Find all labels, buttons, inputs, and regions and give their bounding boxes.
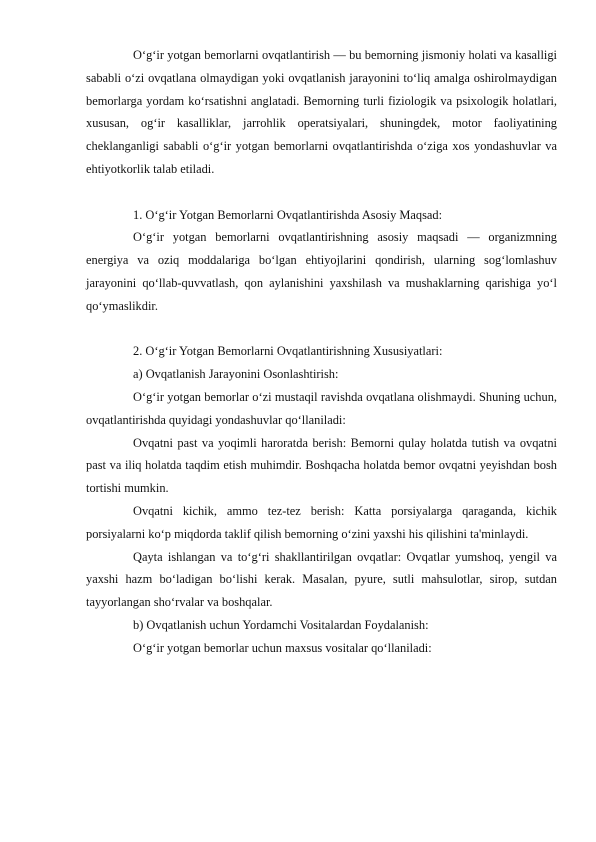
- intro-paragraph: O‘g‘ir yotgan bemorlarni ovqatlantirish — bu bemorning jismoniy holati va kasalligi sababli o‘zi ovqatlana olmaydigan yoki ovqatlanish jarayonini to‘liq amalga oshirolmaydigan bemorlarga yordam ko‘rsatishni anglatadi. Bemorning turli fiziologik va psixologik holatlari, xususan, og‘ir kasalliklar, jarrohlik operatsiyalari, shuningdek, motor faoliyatining cheklanganligi sababli o‘g‘ir yotgan bemorlarni ovqatlantirishda o‘ziga xos yondashuvlar va ehtiyotkorlik talab etiladi.: [86, 48, 557, 176]
- point-processed-food: Qayta ishlangan va to‘g‘ri shakllantirilgan ovqatlar: Ovqatlar yumshoq, yengil va yaxshi hazm bo‘ladigan bo‘lishi kerak. Masalan, pyure, sutli mahsulotlar, sirop, sutdan tayyorlangan sho‘rvalar va boshqalar.: [86, 549, 557, 610]
- subsection-a-heading: a) Ovqatlanish Jarayonini Osonlashtirish:: [133, 367, 339, 382]
- point-temperature: Ovqatni past va yoqimli haroratda berish: Bemorni qulay holatda tutish va ovqatni past va iliq holatda taqdim etish muhimdir. Boshqacha holatda bemor ovqatni yeyishdan bosh tortishi mumkin.: [86, 435, 557, 496]
- section-1-paragraph: O‘g‘ir yotgan bemorlarni ovqatlantirishning asosiy maqsadi — organizmning energiya va oziq moddalariga bo‘lgan ehtiyojlarini qondirish, ularning sog‘lomlashuv jarayonini qo‘llab-quvvatlash, qon aylanishini yaxshilash va mushaklarning qarishiga yo‘l qo‘ymaslikdir.: [86, 230, 557, 313]
- section-1-heading: 1. O‘g‘ir Yotgan Bemorlarni Ovqatlantirishda Asosiy Maqsad:: [133, 207, 443, 222]
- section-2-heading: 2. O‘g‘ir Yotgan Bemorlarni Ovqatlantirishning Xususiyatlari:: [133, 344, 443, 359]
- subsection-b-heading: b) Ovqatlanish uchun Yordamchi Vositalardan Foydalanish:: [133, 617, 429, 632]
- subsection-b-intro: O‘g‘ir yotgan bemorlar uchun maxsus vositalar qo‘llaniladi:: [133, 640, 432, 655]
- point-small-portions: Ovqatni kichik, ammo tez-tez berish: Katta porsiyalarga qaraganda, kichik porsiyalarni ko‘p miqdorda taklif qilish bemorning o‘zini yaxshi his qilishini ta'minlaydi.: [86, 503, 557, 541]
- subsection-a-intro: O‘g‘ir yotgan bemorlar o‘zi mustaqil ravishda ovqatlana olishmaydi. Shuning uchun, ovqatlantirishda quyidagi yondashuvlar qo‘llaniladi:: [86, 389, 557, 427]
- document-page: [86, 44, 557, 660]
